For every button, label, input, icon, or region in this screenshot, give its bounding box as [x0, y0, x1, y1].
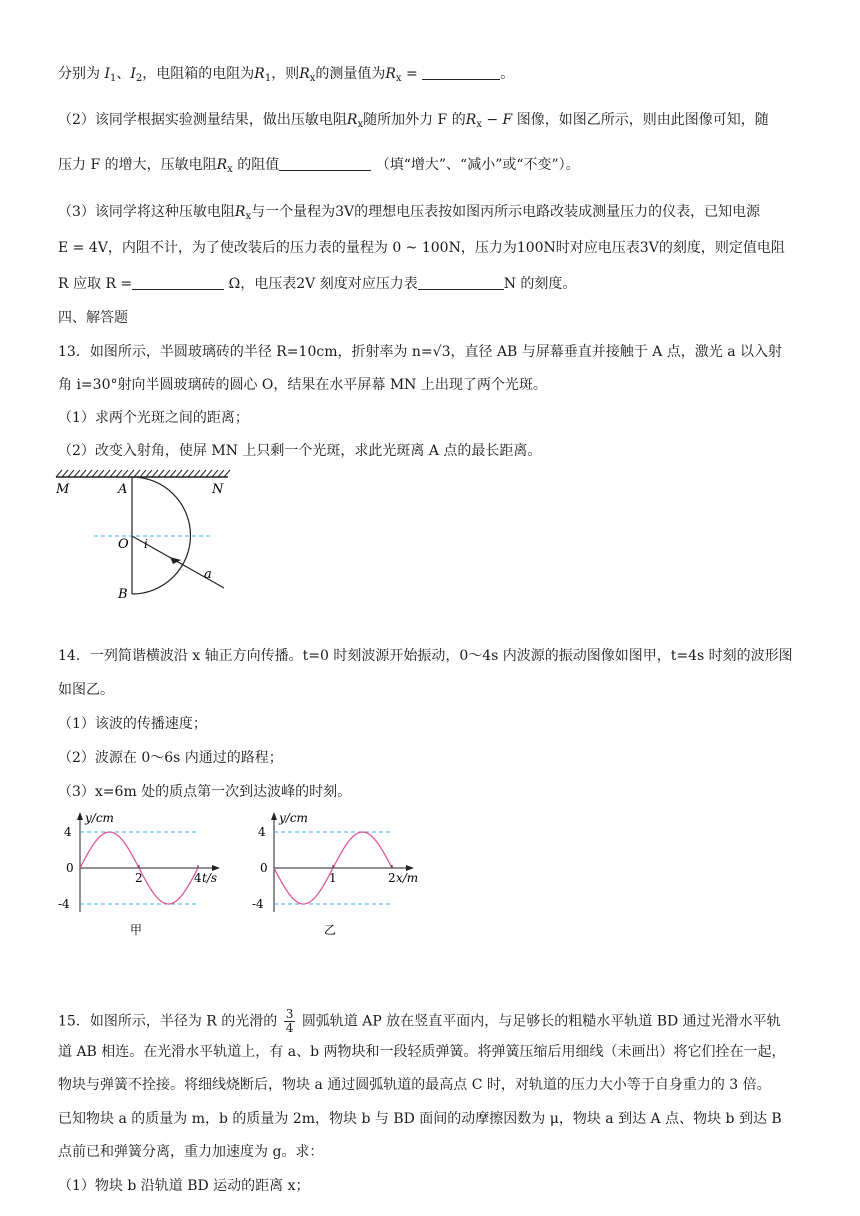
q15-line5: 点前已和弹簧分离，重力加速度为 g。求：: [58, 1144, 324, 1160]
hatch-mark: [218, 470, 224, 477]
hatch-mark: [98, 470, 104, 477]
hatch-mark: [68, 470, 74, 477]
hatch-mark: [110, 470, 116, 477]
q14-line4: （2）波源在 0～6s 内通过的路程；: [58, 750, 283, 766]
hatch-mark: [224, 470, 230, 477]
q12-line5: E = 4V，内阻不计，为了使改装后的压力表的量程为 0 ~ 100N，压力为100N时对应电压表3V的刻度，则定值电阻: [58, 240, 785, 256]
answer-blank[interactable]: [132, 275, 224, 290]
y-tick-label: -4: [252, 897, 264, 911]
waveform-chart-yi: [250, 808, 430, 940]
q13-line4: （2）改变入射角，使屏 MN 上只剩一个光斑，求此光斑离 A 点的最长距离。: [58, 443, 542, 459]
label-M: M: [56, 482, 70, 497]
hatch-mark: [86, 470, 92, 477]
hatch-mark: [62, 470, 68, 477]
hatch-mark: [176, 470, 182, 477]
hatch-mark: [212, 470, 218, 477]
y-axis-arrow: [77, 812, 83, 820]
chart-caption: 甲: [130, 923, 143, 937]
hatch-mark: [56, 470, 62, 477]
q15-line1: 15．如图所示，半径为 R 的光滑的 $\frac{3}{4}$ 圆弧轨道 AP 放在竖直平面内，与足够长的粗糙水平轨道 BD 通过光滑水平轨: [58, 1007, 781, 1035]
chart-caption: 乙: [324, 923, 337, 937]
x-axis-label: t/s: [202, 871, 218, 885]
x-tick-label: 4: [194, 871, 202, 885]
q13-line2: 角 i=30°射向半圆玻璃砖的圆心 O，结果在水平屏幕 MN 上出现了两个光斑。: [58, 377, 547, 393]
hatch-mark: [158, 470, 164, 477]
q12-line2: （2）该同学根据实验测量结果，做出压敏电阻$R_x$随所加外力 F 的$R_x - F$ 图像，如图乙所示，则由此图像可知，随: [58, 112, 769, 130]
x-tick-label: 1: [329, 871, 337, 885]
q14-line2: 如图乙。: [58, 682, 114, 698]
x-tick-label: 2: [388, 871, 396, 885]
q12-line3: 压力 F 的增大，压敏电阻$R_x$ 的阻值 （填“增大”、“减小”或“不变”）。: [58, 157, 580, 175]
hatch-mark: [182, 470, 188, 477]
y-tick-label: 0: [260, 861, 268, 875]
hatch-mark: [170, 470, 176, 477]
q15-line3: 物块与弹簧不拴接。将细线烧断后，物块 a 通过圆弧轨道的最高点 C 时，对轨道的压力大小等于自身重力的 3 倍。: [58, 1077, 771, 1093]
hatch-mark: [164, 470, 170, 477]
hatch-mark: [140, 470, 146, 477]
y-tick-label: -4: [58, 897, 70, 911]
q15-line4: 已知物块 a 的质量为 m，b 的质量为 2m，物块 b 与 BD 面间的动摩擦因数为 μ，物块 a 到达 A 点、物块 b 到达 B: [58, 1111, 782, 1127]
hatch-mark: [104, 470, 110, 477]
label-A: A: [118, 482, 128, 497]
fraction: $\frac{3}{4}$: [285, 1007, 294, 1035]
y-axis-label: y/cm: [85, 811, 114, 825]
answer-blank[interactable]: [418, 275, 504, 290]
hatch-mark: [116, 470, 122, 477]
hatch-mark: [200, 470, 206, 477]
vibration-chart-jia: [56, 808, 236, 940]
q14-line5: （3）x=6m 处的质点第一次到达波峰的时刻。: [58, 784, 352, 800]
y-axis-arrow: [271, 812, 277, 820]
q13-line1: 13．如图所示，半圆玻璃砖的半径 R=10cm，折射率为 n=√3，直径 AB 与屏幕垂直并接触于 A 点，激光 a 以入射: [58, 344, 783, 360]
q14-line3: （1）该波的传播速度；: [58, 716, 207, 732]
y-tick-label: 0: [66, 861, 74, 875]
q12-line6: R 应取 R = Ω，电压表2V 刻度对应压力表 N 的刻度。: [58, 276, 577, 292]
answer-blank[interactable]: [422, 65, 500, 80]
q14-line1: 14．一列简谐横波沿 x 轴正方向传播。t=0 时刻波源开始振动，0～4s 内波源的振动图像如图甲，t=4s 时刻的波形图: [58, 648, 793, 664]
semicircle-glass-figure: [52, 468, 242, 608]
screen-hatching: [56, 470, 230, 477]
x-axis-label: x/m: [396, 871, 419, 885]
hatch-mark: [188, 470, 194, 477]
hatch-mark: [146, 470, 152, 477]
answer-blank[interactable]: [279, 156, 371, 171]
hatch-mark: [134, 470, 140, 477]
y-axis-label: y/cm: [279, 811, 308, 825]
label-N: N: [212, 482, 224, 497]
y-tick-label: 4: [64, 825, 72, 839]
label-O: O: [118, 537, 129, 552]
hatch-mark: [206, 470, 212, 477]
label-i: i: [144, 537, 148, 551]
x-tick-label: 2: [135, 871, 143, 885]
q12-line4: （3）该同学将这种压敏电阻$R_x$与一个量程为3V的理想电压表按如图丙所示电路改装成测量压力的仪表，已知电源: [58, 204, 761, 222]
hatch-mark: [92, 470, 98, 477]
label-a: a: [204, 567, 212, 582]
hatch-mark: [74, 470, 80, 477]
hatch-mark: [80, 470, 86, 477]
q15-line2: 道 AB 相连。在光滑水平轨道上，有 a、b 两物块和一段轻质弹簧。将弹簧压缩后用细线（未画出）将它们拴在一起，: [58, 1044, 786, 1060]
label-B: B: [118, 587, 128, 602]
q15-line6: （1）物块 b 沿轨道 BD 运动的距离 x；: [58, 1178, 310, 1194]
y-tick-label: 4: [258, 825, 266, 839]
q12-line1: 分别为 $I_1$、$I_2$，电阻箱的电阻为$R_1$，则$R_x$的测量值为$R_x$ = 。: [58, 66, 515, 84]
hatch-mark: [128, 470, 134, 477]
q13-line3: （1）求两个光斑之间的距离；: [58, 410, 249, 426]
hatch-mark: [152, 470, 158, 477]
hatch-mark: [194, 470, 200, 477]
hatch-mark: [122, 470, 128, 477]
section-heading: 四、解答题: [58, 310, 128, 326]
